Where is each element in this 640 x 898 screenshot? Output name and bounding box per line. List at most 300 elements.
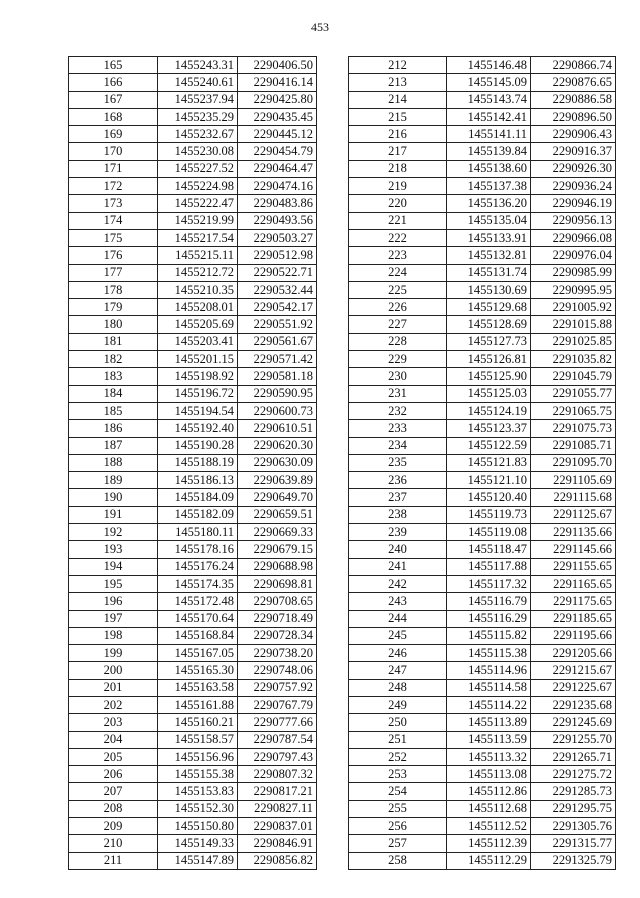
point-number-cell: 196 <box>69 593 158 610</box>
point-number-cell: 191 <box>69 506 158 523</box>
y-coordinate-cell: 2291295.75 <box>531 800 616 817</box>
point-number-cell: 206 <box>69 766 158 783</box>
point-number-cell: 220 <box>349 195 447 212</box>
point-number-cell: 257 <box>349 835 447 852</box>
point-number-cell: 239 <box>349 524 447 541</box>
y-coordinate-cell: 2290886.58 <box>531 91 616 108</box>
point-number-cell: 242 <box>349 575 447 592</box>
y-coordinate-cell: 2291185.65 <box>531 610 616 627</box>
table-row <box>349 645 616 662</box>
table-row <box>349 506 616 523</box>
table-row <box>69 800 317 817</box>
point-number-cell: 176 <box>69 247 158 264</box>
table-row <box>69 212 317 229</box>
y-coordinate-cell: 2290807.32 <box>238 766 317 783</box>
point-number-cell: 209 <box>69 818 158 835</box>
y-coordinate-cell: 2290416.14 <box>238 74 317 91</box>
table-row <box>69 160 317 177</box>
x-coordinate-cell: 1455149.33 <box>158 835 238 852</box>
x-coordinate-cell: 1455119.73 <box>447 506 531 523</box>
point-number-cell: 184 <box>69 385 158 402</box>
point-number-cell: 173 <box>69 195 158 212</box>
coordinate-table-right-body <box>349 57 616 870</box>
y-coordinate-cell: 2290767.79 <box>238 696 317 713</box>
point-number-cell: 170 <box>69 143 158 160</box>
point-number-cell: 232 <box>349 402 447 419</box>
y-coordinate-cell: 2291235.68 <box>531 696 616 713</box>
y-coordinate-cell: 2291055.77 <box>531 385 616 402</box>
x-coordinate-cell: 1455232.67 <box>158 126 238 143</box>
x-coordinate-cell: 1455147.89 <box>158 852 238 869</box>
point-number-cell: 198 <box>69 627 158 644</box>
table-row <box>69 195 317 212</box>
table-row <box>349 783 616 800</box>
x-coordinate-cell: 1455112.86 <box>447 783 531 800</box>
table-row <box>349 679 616 696</box>
table-row <box>69 662 317 679</box>
x-coordinate-cell: 1455139.84 <box>447 143 531 160</box>
x-coordinate-cell: 1455126.81 <box>447 351 531 368</box>
x-coordinate-cell: 1455118.47 <box>447 541 531 558</box>
table-row <box>349 247 616 264</box>
point-number-cell: 190 <box>69 489 158 506</box>
x-coordinate-cell: 1455160.21 <box>158 714 238 731</box>
y-coordinate-cell: 2291145.66 <box>531 541 616 558</box>
table-row <box>69 333 317 350</box>
x-coordinate-cell: 1455130.69 <box>447 281 531 298</box>
x-coordinate-cell: 1455243.31 <box>158 57 238 74</box>
point-number-cell: 214 <box>349 91 447 108</box>
point-number-cell: 244 <box>349 610 447 627</box>
y-coordinate-cell: 2290620.30 <box>238 437 317 454</box>
x-coordinate-cell: 1455136.20 <box>447 195 531 212</box>
y-coordinate-cell: 2290639.89 <box>238 472 317 489</box>
y-coordinate-cell: 2291315.77 <box>531 835 616 852</box>
point-number-cell: 166 <box>69 74 158 91</box>
table-row <box>349 281 616 298</box>
table-row <box>349 212 616 229</box>
x-coordinate-cell: 1455194.54 <box>158 402 238 419</box>
table-row <box>349 229 616 246</box>
point-number-cell: 236 <box>349 472 447 489</box>
point-number-cell: 238 <box>349 506 447 523</box>
table-row <box>69 178 317 195</box>
y-coordinate-cell: 2291065.75 <box>531 402 616 419</box>
point-number-cell: 178 <box>69 281 158 298</box>
x-coordinate-cell: 1455129.68 <box>447 299 531 316</box>
x-coordinate-cell: 1455170.64 <box>158 610 238 627</box>
table-row <box>349 800 616 817</box>
y-coordinate-cell: 2290542.17 <box>238 299 317 316</box>
x-coordinate-cell: 1455163.58 <box>158 679 238 696</box>
x-coordinate-cell: 1455174.35 <box>158 575 238 592</box>
y-coordinate-cell: 2291135.66 <box>531 524 616 541</box>
table-row <box>349 852 616 869</box>
point-number-cell: 222 <box>349 229 447 246</box>
table-row <box>349 714 616 731</box>
x-coordinate-cell: 1455137.38 <box>447 178 531 195</box>
table-row <box>349 627 616 644</box>
table-row <box>69 575 317 592</box>
table-row <box>349 178 616 195</box>
point-number-cell: 216 <box>349 126 447 143</box>
y-coordinate-cell: 2291085.71 <box>531 437 616 454</box>
x-coordinate-cell: 1455227.52 <box>158 160 238 177</box>
table-row <box>69 593 317 610</box>
y-coordinate-cell: 2290718.49 <box>238 610 317 627</box>
point-number-cell: 188 <box>69 454 158 471</box>
table-row <box>69 558 317 575</box>
y-coordinate-cell: 2291325.79 <box>531 852 616 869</box>
coordinate-table-right <box>348 56 616 870</box>
table-row <box>349 195 616 212</box>
y-coordinate-cell: 2291195.66 <box>531 627 616 644</box>
x-coordinate-cell: 1455116.79 <box>447 593 531 610</box>
y-coordinate-cell: 2291025.85 <box>531 333 616 350</box>
point-number-cell: 241 <box>349 558 447 575</box>
y-coordinate-cell: 2291075.73 <box>531 420 616 437</box>
point-number-cell: 248 <box>349 679 447 696</box>
point-number-cell: 258 <box>349 852 447 869</box>
table-row <box>349 108 616 125</box>
y-coordinate-cell: 2290493.56 <box>238 212 317 229</box>
table-row <box>69 541 317 558</box>
x-coordinate-cell: 1455217.54 <box>158 229 238 246</box>
y-coordinate-cell: 2290748.06 <box>238 662 317 679</box>
y-coordinate-cell: 2291215.67 <box>531 662 616 679</box>
point-number-cell: 208 <box>69 800 158 817</box>
point-number-cell: 225 <box>349 281 447 298</box>
point-number-cell: 221 <box>349 212 447 229</box>
point-number-cell: 197 <box>69 610 158 627</box>
y-coordinate-cell: 2290956.13 <box>531 212 616 229</box>
point-number-cell: 165 <box>69 57 158 74</box>
table-row <box>349 385 616 402</box>
table-row <box>69 714 317 731</box>
y-coordinate-cell: 2290600.73 <box>238 402 317 419</box>
x-coordinate-cell: 1455142.41 <box>447 108 531 125</box>
table-row <box>69 108 317 125</box>
table-row <box>69 402 317 419</box>
x-coordinate-cell: 1455210.35 <box>158 281 238 298</box>
point-number-cell: 194 <box>69 558 158 575</box>
point-number-cell: 183 <box>69 368 158 385</box>
y-coordinate-cell: 2290995.95 <box>531 281 616 298</box>
point-number-cell: 171 <box>69 160 158 177</box>
point-number-cell: 207 <box>69 783 158 800</box>
point-number-cell: 255 <box>349 800 447 817</box>
table-row <box>69 299 317 316</box>
point-number-cell: 224 <box>349 264 447 281</box>
y-coordinate-cell: 2290936.24 <box>531 178 616 195</box>
point-number-cell: 228 <box>349 333 447 350</box>
y-coordinate-cell: 2290817.21 <box>238 783 317 800</box>
x-coordinate-cell: 1455113.59 <box>447 731 531 748</box>
y-coordinate-cell: 2291105.69 <box>531 472 616 489</box>
y-coordinate-cell: 2291285.73 <box>531 783 616 800</box>
table-row <box>69 368 317 385</box>
x-coordinate-cell: 1455208.01 <box>158 299 238 316</box>
x-coordinate-cell: 1455176.24 <box>158 558 238 575</box>
x-coordinate-cell: 1455112.68 <box>447 800 531 817</box>
coordinate-table-left <box>68 56 317 870</box>
point-number-cell: 246 <box>349 645 447 662</box>
x-coordinate-cell: 1455123.37 <box>447 420 531 437</box>
x-coordinate-cell: 1455117.88 <box>447 558 531 575</box>
x-coordinate-cell: 1455172.48 <box>158 593 238 610</box>
x-coordinate-cell: 1455235.29 <box>158 108 238 125</box>
x-coordinate-cell: 1455205.69 <box>158 316 238 333</box>
table-row <box>69 731 317 748</box>
x-coordinate-cell: 1455114.22 <box>447 696 531 713</box>
x-coordinate-cell: 1455178.16 <box>158 541 238 558</box>
point-number-cell: 201 <box>69 679 158 696</box>
point-number-cell: 223 <box>349 247 447 264</box>
y-coordinate-cell: 2290454.79 <box>238 143 317 160</box>
y-coordinate-cell: 2290512.98 <box>238 247 317 264</box>
x-coordinate-cell: 1455138.60 <box>447 160 531 177</box>
x-coordinate-cell: 1455146.48 <box>447 57 531 74</box>
y-coordinate-cell: 2290571.42 <box>238 351 317 368</box>
x-coordinate-cell: 1455125.03 <box>447 385 531 402</box>
y-coordinate-cell: 2290581.18 <box>238 368 317 385</box>
x-coordinate-cell: 1455128.69 <box>447 316 531 333</box>
point-number-cell: 219 <box>349 178 447 195</box>
y-coordinate-cell: 2290483.86 <box>238 195 317 212</box>
point-number-cell: 200 <box>69 662 158 679</box>
y-coordinate-cell: 2290966.08 <box>531 229 616 246</box>
y-coordinate-cell: 2290837.01 <box>238 818 317 835</box>
y-coordinate-cell: 2290679.15 <box>238 541 317 558</box>
x-coordinate-cell: 1455153.83 <box>158 783 238 800</box>
x-coordinate-cell: 1455127.73 <box>447 333 531 350</box>
table-row <box>349 299 616 316</box>
x-coordinate-cell: 1455117.32 <box>447 575 531 592</box>
x-coordinate-cell: 1455114.58 <box>447 679 531 696</box>
table-row <box>69 385 317 402</box>
point-number-cell: 186 <box>69 420 158 437</box>
y-coordinate-cell: 2290425.80 <box>238 91 317 108</box>
table-row <box>69 506 317 523</box>
y-coordinate-cell: 2290856.82 <box>238 852 317 869</box>
table-row <box>69 627 317 644</box>
y-coordinate-cell: 2290797.43 <box>238 748 317 765</box>
point-number-cell: 187 <box>69 437 158 454</box>
table-row <box>69 766 317 783</box>
x-coordinate-cell: 1455112.52 <box>447 818 531 835</box>
y-coordinate-cell: 2290787.54 <box>238 731 317 748</box>
y-coordinate-cell: 2290630.09 <box>238 454 317 471</box>
table-row <box>69 679 317 696</box>
y-coordinate-cell: 2291165.65 <box>531 575 616 592</box>
table-row <box>349 454 616 471</box>
table-row <box>349 662 616 679</box>
table-row <box>69 126 317 143</box>
y-coordinate-cell: 2291035.82 <box>531 351 616 368</box>
y-coordinate-cell: 2290906.43 <box>531 126 616 143</box>
x-coordinate-cell: 1455121.10 <box>447 472 531 489</box>
point-number-cell: 235 <box>349 454 447 471</box>
x-coordinate-cell: 1455201.15 <box>158 351 238 368</box>
table-row <box>69 264 317 281</box>
y-coordinate-cell: 2291225.67 <box>531 679 616 696</box>
x-coordinate-cell: 1455167.05 <box>158 645 238 662</box>
coordinate-table-left-body <box>69 57 317 870</box>
table-row <box>349 610 616 627</box>
x-coordinate-cell: 1455212.72 <box>158 264 238 281</box>
table-row <box>69 748 317 765</box>
y-coordinate-cell: 2290445.12 <box>238 126 317 143</box>
x-coordinate-cell: 1455156.96 <box>158 748 238 765</box>
y-coordinate-cell: 2290649.70 <box>238 489 317 506</box>
x-coordinate-cell: 1455158.57 <box>158 731 238 748</box>
y-coordinate-cell: 2291125.67 <box>531 506 616 523</box>
point-number-cell: 179 <box>69 299 158 316</box>
x-coordinate-cell: 1455165.30 <box>158 662 238 679</box>
x-coordinate-cell: 1455113.89 <box>447 714 531 731</box>
point-number-cell: 189 <box>69 472 158 489</box>
x-coordinate-cell: 1455188.19 <box>158 454 238 471</box>
x-coordinate-cell: 1455143.74 <box>447 91 531 108</box>
point-number-cell: 213 <box>349 74 447 91</box>
y-coordinate-cell: 2290669.33 <box>238 524 317 541</box>
point-number-cell: 249 <box>349 696 447 713</box>
table-row <box>349 524 616 541</box>
table-row <box>69 472 317 489</box>
y-coordinate-cell: 2291175.65 <box>531 593 616 610</box>
y-coordinate-cell: 2291155.65 <box>531 558 616 575</box>
table-row <box>69 610 317 627</box>
x-coordinate-cell: 1455112.29 <box>447 852 531 869</box>
point-number-cell: 192 <box>69 524 158 541</box>
table-row <box>349 818 616 835</box>
table-row <box>349 264 616 281</box>
y-coordinate-cell: 2290503.27 <box>238 229 317 246</box>
point-number-cell: 218 <box>349 160 447 177</box>
table-row <box>69 247 317 264</box>
table-row <box>69 524 317 541</box>
table-row <box>349 437 616 454</box>
y-coordinate-cell: 2290435.45 <box>238 108 317 125</box>
table-row <box>349 420 616 437</box>
y-coordinate-cell: 2290728.34 <box>238 627 317 644</box>
table-row <box>349 368 616 385</box>
point-number-cell: 193 <box>69 541 158 558</box>
point-number-cell: 215 <box>349 108 447 125</box>
page-number: 453 <box>311 20 329 34</box>
x-coordinate-cell: 1455119.08 <box>447 524 531 541</box>
x-coordinate-cell: 1455230.08 <box>158 143 238 160</box>
x-coordinate-cell: 1455150.80 <box>158 818 238 835</box>
y-coordinate-cell: 2290698.81 <box>238 575 317 592</box>
point-number-cell: 205 <box>69 748 158 765</box>
y-coordinate-cell: 2291005.92 <box>531 299 616 316</box>
point-number-cell: 177 <box>69 264 158 281</box>
table-row <box>349 489 616 506</box>
x-coordinate-cell: 1455161.88 <box>158 696 238 713</box>
x-coordinate-cell: 1455192.40 <box>158 420 238 437</box>
y-coordinate-cell: 2291045.79 <box>531 368 616 385</box>
y-coordinate-cell: 2290659.51 <box>238 506 317 523</box>
y-coordinate-cell: 2291255.70 <box>531 731 616 748</box>
point-number-cell: 195 <box>69 575 158 592</box>
point-number-cell: 212 <box>349 57 447 74</box>
point-number-cell: 182 <box>69 351 158 368</box>
y-coordinate-cell: 2290522.71 <box>238 264 317 281</box>
point-number-cell: 172 <box>69 178 158 195</box>
y-coordinate-cell: 2291115.68 <box>531 489 616 506</box>
x-coordinate-cell: 1455114.96 <box>447 662 531 679</box>
y-coordinate-cell: 2290688.98 <box>238 558 317 575</box>
table-row <box>349 316 616 333</box>
x-coordinate-cell: 1455125.90 <box>447 368 531 385</box>
x-coordinate-cell: 1455135.04 <box>447 212 531 229</box>
table-row <box>69 783 317 800</box>
x-coordinate-cell: 1455182.09 <box>158 506 238 523</box>
x-coordinate-cell: 1455237.94 <box>158 91 238 108</box>
table-row <box>349 541 616 558</box>
y-coordinate-cell: 2291015.88 <box>531 316 616 333</box>
y-coordinate-cell: 2290916.37 <box>531 143 616 160</box>
y-coordinate-cell: 2290896.50 <box>531 108 616 125</box>
x-coordinate-cell: 1455115.38 <box>447 645 531 662</box>
table-row <box>69 316 317 333</box>
table-row <box>349 835 616 852</box>
y-coordinate-cell: 2290876.65 <box>531 74 616 91</box>
table-row <box>69 454 317 471</box>
y-coordinate-cell: 2290532.44 <box>238 281 317 298</box>
point-number-cell: 234 <box>349 437 447 454</box>
y-coordinate-cell: 2290708.65 <box>238 593 317 610</box>
point-number-cell: 204 <box>69 731 158 748</box>
x-coordinate-cell: 1455222.47 <box>158 195 238 212</box>
y-coordinate-cell: 2290985.99 <box>531 264 616 281</box>
x-coordinate-cell: 1455240.61 <box>158 74 238 91</box>
point-number-cell: 240 <box>349 541 447 558</box>
x-coordinate-cell: 1455113.32 <box>447 748 531 765</box>
y-coordinate-cell: 2290551.92 <box>238 316 317 333</box>
point-number-cell: 231 <box>349 385 447 402</box>
y-coordinate-cell: 2290590.95 <box>238 385 317 402</box>
x-coordinate-cell: 1455224.98 <box>158 178 238 195</box>
x-coordinate-cell: 1455190.28 <box>158 437 238 454</box>
table-row <box>69 91 317 108</box>
table-row <box>69 229 317 246</box>
point-number-cell: 252 <box>349 748 447 765</box>
x-coordinate-cell: 1455113.08 <box>447 766 531 783</box>
point-number-cell: 226 <box>349 299 447 316</box>
table-row <box>349 731 616 748</box>
table-row <box>349 91 616 108</box>
y-coordinate-cell: 2290946.19 <box>531 195 616 212</box>
y-coordinate-cell: 2291275.72 <box>531 766 616 783</box>
point-number-cell: 243 <box>349 593 447 610</box>
point-number-cell: 169 <box>69 126 158 143</box>
table-row <box>69 420 317 437</box>
table-row <box>349 160 616 177</box>
x-coordinate-cell: 1455215.11 <box>158 247 238 264</box>
point-number-cell: 180 <box>69 316 158 333</box>
point-number-cell: 167 <box>69 91 158 108</box>
point-number-cell: 247 <box>349 662 447 679</box>
y-coordinate-cell: 2290474.16 <box>238 178 317 195</box>
y-coordinate-cell: 2290777.66 <box>238 714 317 731</box>
y-coordinate-cell: 2290926.30 <box>531 160 616 177</box>
y-coordinate-cell: 2290757.92 <box>238 679 317 696</box>
table-row <box>349 351 616 368</box>
table-row <box>349 126 616 143</box>
point-number-cell: 227 <box>349 316 447 333</box>
